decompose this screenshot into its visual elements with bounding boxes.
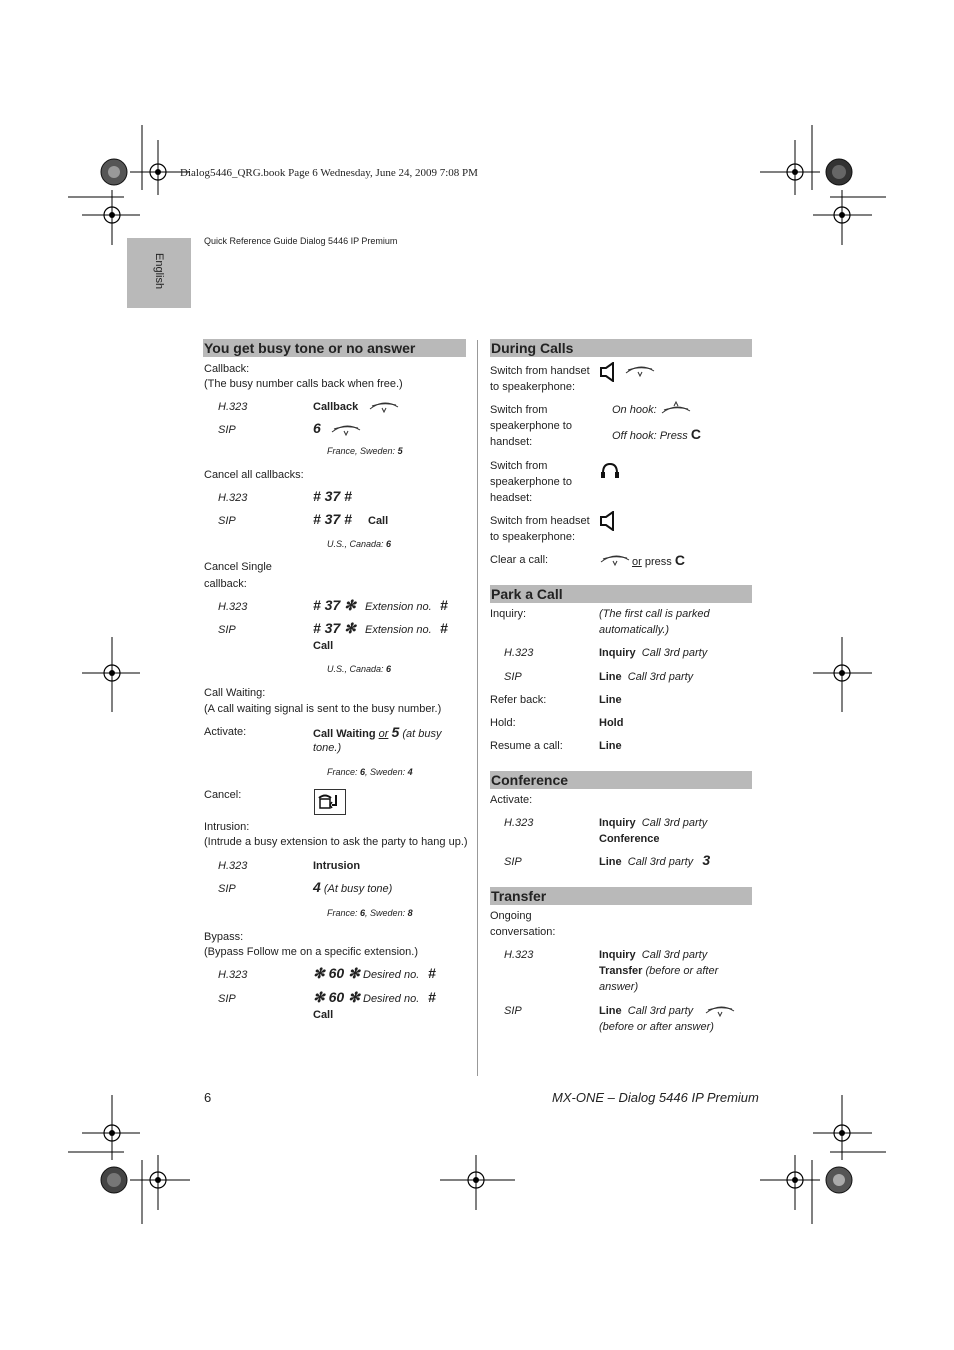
- cancel-single-sip-code: # 37 ✻: [313, 620, 356, 636]
- hold-label: Hold:: [490, 717, 516, 729]
- speaker-icon: [599, 362, 619, 382]
- hook-up-icon: [660, 400, 692, 416]
- resume-label: Resume a call:: [490, 740, 563, 752]
- extension-placeholder: Extension no.: [365, 624, 432, 636]
- intrusion-action: Intrusion: [313, 860, 361, 872]
- call-waiting-desc: (A call waiting signal is sent to the busy number.): [204, 703, 442, 715]
- transfer-sip-note: (before or after answer): [599, 1021, 714, 1033]
- inquiry-label: Inquiry:: [490, 608, 527, 620]
- ongoing-1: Ongoing: [490, 910, 532, 922]
- sip-label: SIP: [504, 1005, 522, 1017]
- cancel-all-h323-code: # 37 #: [313, 488, 352, 504]
- handset-icon: [599, 553, 631, 567]
- call-waiting-heading: Call Waiting:: [204, 687, 266, 699]
- call-waiting-note: France: 6, Sweden: 4: [327, 767, 413, 777]
- side-tab: [127, 238, 191, 308]
- section-title-conference: Conference: [490, 771, 752, 789]
- sip-label: SIP: [218, 883, 236, 895]
- h323-label: H.323: [218, 969, 248, 981]
- inquiry-note-2: automatically.): [599, 624, 670, 636]
- intrusion-heading: Intrusion:: [204, 821, 250, 833]
- extension-placeholder: Extension no.: [365, 601, 432, 613]
- h323-label: H.323: [218, 601, 248, 613]
- callback-sip-digit: 6: [313, 420, 321, 436]
- call-action: Call: [313, 640, 334, 652]
- clear-call-instruction: or press C: [632, 552, 685, 568]
- handset-icon: [330, 423, 362, 437]
- bypass-h323-code: ✻ 60 ✻: [313, 965, 360, 981]
- h323-label: H.323: [504, 647, 534, 659]
- section-title-during-calls: During Calls: [490, 339, 752, 357]
- intrusion-note: France: 6, Sweden: 8: [327, 908, 413, 918]
- section-title-park: Park a Call: [490, 585, 752, 603]
- bypass-desc: (Bypass Follow me on a specific extension.): [204, 946, 418, 958]
- section-title-busy: You get busy tone or no answer: [203, 339, 466, 357]
- cancel-all-note: U.S., Canada: 6: [327, 539, 392, 549]
- activate-label: Activate:: [204, 726, 247, 738]
- guide-title: Quick Reference Guide Dialog 5446 IP Premium: [204, 236, 398, 246]
- cancel-label: Cancel:: [204, 789, 242, 801]
- book-line: Dialog5446_QRG.book Page 6 Wednesday, June 24, 2009 7:08 PM: [180, 167, 478, 179]
- call-action: Call: [368, 515, 389, 527]
- cancel-all-sip-code: # 37 #: [313, 511, 352, 527]
- cancel-single-heading-1: Cancel Single: [204, 561, 272, 573]
- sip-label: SIP: [218, 424, 236, 436]
- hash-key: #: [440, 620, 448, 636]
- transfer-note: answer): [599, 981, 639, 993]
- dc-row2-b: speakerphone to: [490, 420, 572, 432]
- transfer-action: Transfer (before or after: [599, 965, 719, 977]
- h323-label: H.323: [218, 860, 248, 872]
- refer-back-label: Refer back:: [490, 694, 547, 706]
- dc-row3-b: speakerphone to: [490, 476, 572, 488]
- dc-row2-c: handset:: [490, 436, 533, 448]
- inquiry-note-1: (The first call is parked: [599, 608, 710, 620]
- refer-back-action: Line: [599, 694, 622, 706]
- dc-row1-b: to speakerphone:: [490, 381, 576, 393]
- footer-product: MX-ONE – Dialog 5446 IP Premium: [552, 1090, 759, 1105]
- sip-label: SIP: [218, 624, 236, 636]
- sip-label: SIP: [504, 856, 522, 868]
- h323-label: H.323: [504, 817, 534, 829]
- sip-label: SIP: [218, 515, 236, 527]
- dc-row3-a: Switch from: [490, 460, 548, 472]
- handset-icon: [624, 364, 656, 378]
- park-sip-action: Line Call 3rd party: [599, 671, 694, 683]
- callback-desc: (The busy number calls back when free.): [204, 378, 403, 390]
- conference-activate: Activate:: [490, 794, 533, 806]
- resume-action: Line: [599, 740, 622, 752]
- bypass-sip-code: ✻ 60 ✻: [313, 989, 360, 1005]
- intrusion-sip: 4 (At busy tone): [313, 879, 393, 895]
- sip-label: SIP: [218, 993, 236, 1005]
- hold-action: Hold: [599, 717, 624, 729]
- transfer-sip-action: Line Call 3rd party: [599, 1005, 694, 1017]
- dc-row1-a: Switch from handset: [490, 365, 590, 377]
- cancel-single-h323-code: # 37 ✻: [313, 597, 356, 613]
- hash-key: #: [428, 965, 436, 981]
- page-number: 6: [204, 1090, 212, 1105]
- h323-label: H.323: [504, 949, 534, 961]
- handset-icon: [368, 400, 400, 414]
- conf-h323-action: Inquiry Call 3rd party: [599, 817, 708, 829]
- column-divider: [477, 340, 478, 1076]
- call-waiting-activate: Call Waiting or 5 (at busy: [313, 724, 442, 740]
- hash-key: #: [440, 597, 448, 613]
- cancel-single-note: U.S., Canada: 6: [327, 664, 392, 674]
- side-tab-label: English: [153, 253, 165, 290]
- speaker-icon: [599, 511, 619, 531]
- dc-row4-a: Switch from headset: [490, 515, 590, 527]
- headset-icon: [599, 461, 621, 481]
- hash-key: #: [428, 989, 436, 1005]
- dc-row2-a: Switch from: [490, 404, 548, 416]
- h323-label: H.323: [218, 492, 248, 504]
- callback-action: Callback: [313, 401, 359, 413]
- conference-action: Conference: [599, 833, 660, 845]
- sip-label: SIP: [504, 671, 522, 683]
- intrusion-desc: (Intrude a busy extension to ask the party to hang up.): [204, 836, 468, 848]
- on-hook-label: On hook:: [612, 404, 657, 416]
- conf-sip-action: Line Call 3rd party 3: [599, 852, 711, 868]
- handset-icon: [704, 1004, 736, 1018]
- callback-note: France, Sweden: 5: [327, 446, 403, 456]
- dc-row3-c: headset:: [490, 492, 533, 504]
- callback-heading: Callback:: [204, 363, 250, 375]
- dc-row5: Clear a call:: [490, 554, 549, 566]
- call-action: Call: [313, 1009, 334, 1021]
- park-h323-action: Inquiry Call 3rd party: [599, 647, 708, 659]
- h323-label: H.323: [218, 401, 248, 413]
- transfer-h323-action: Inquiry Call 3rd party: [599, 949, 708, 961]
- bypass-heading: Bypass:: [204, 931, 244, 943]
- cancel-single-heading-2: callback:: [204, 578, 247, 590]
- dc-row4-b: to speakerphone:: [490, 531, 576, 543]
- at-busy-tone: tone.): [313, 742, 342, 754]
- ongoing-2: conversation:: [490, 926, 556, 938]
- section-title-transfer: Transfer: [490, 887, 752, 905]
- phone-cancel-icon: [314, 789, 346, 815]
- cancel-all-heading: Cancel all callbacks:: [204, 469, 304, 481]
- off-hook-label: Off hook: Press C: [612, 426, 701, 442]
- desired-placeholder: Desired no.: [363, 969, 420, 981]
- desired-placeholder: Desired no.: [363, 993, 420, 1005]
